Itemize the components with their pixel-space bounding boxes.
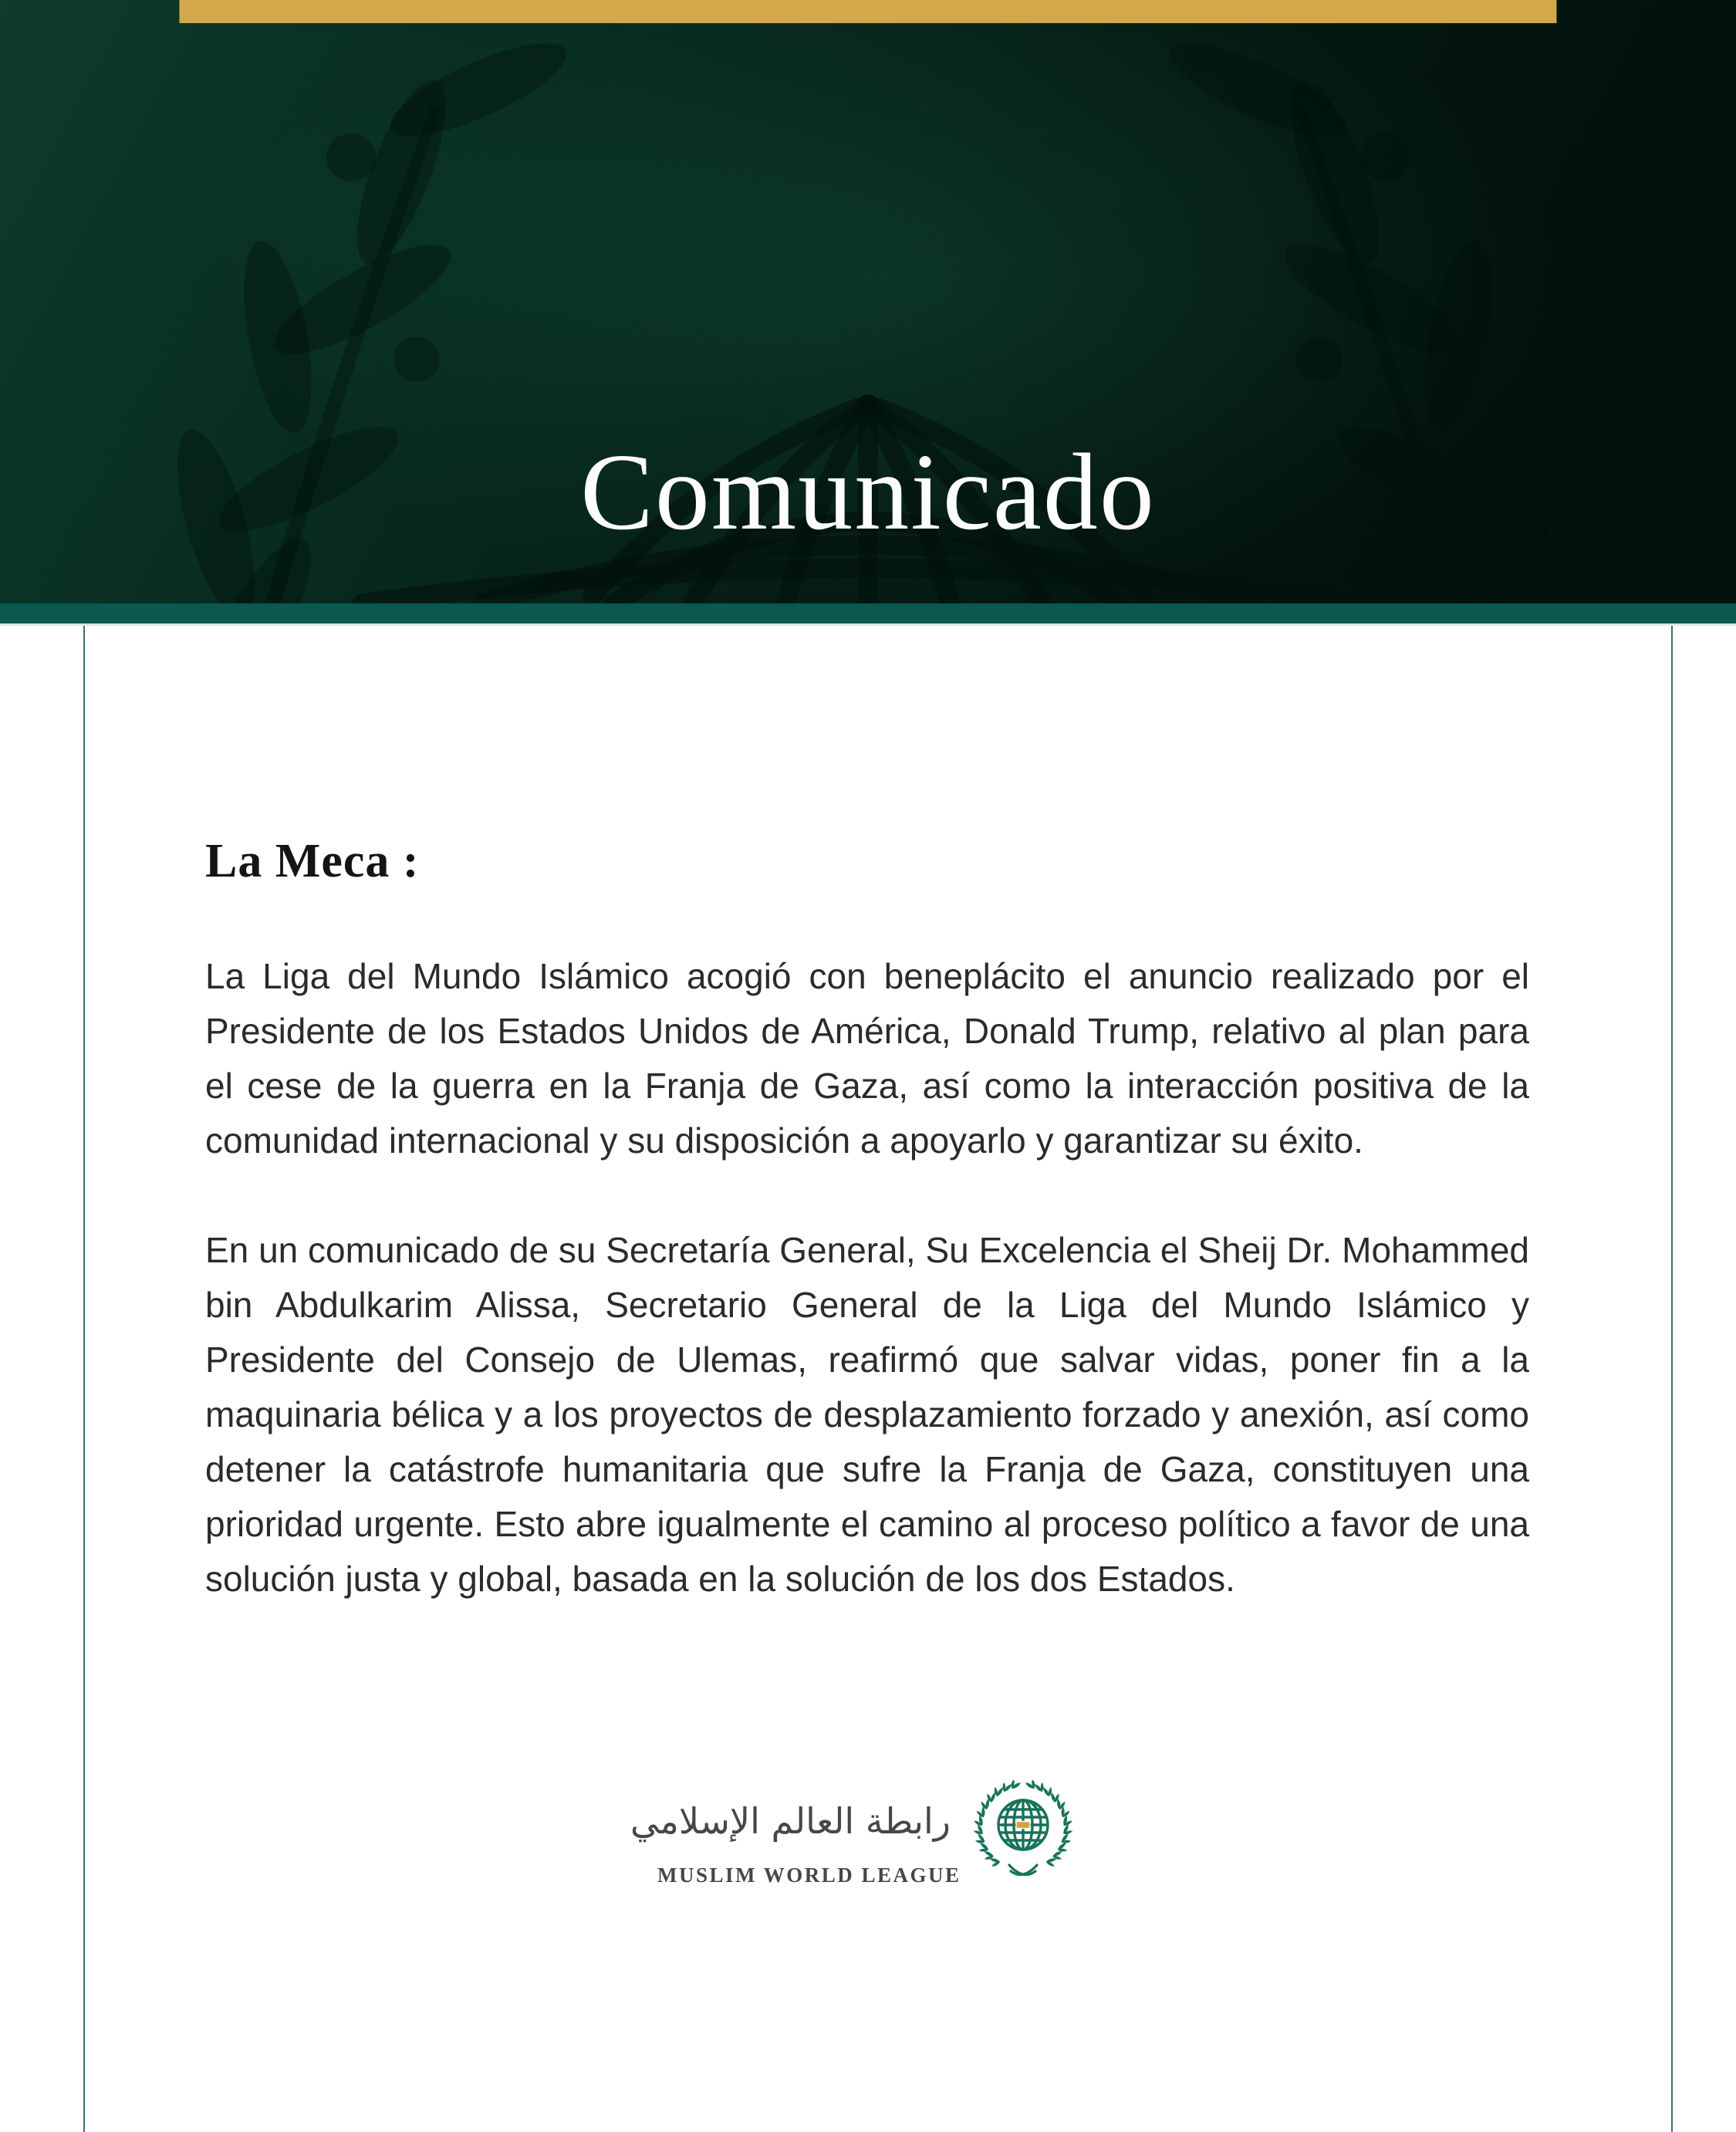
gold-accent-bar <box>180 0 1557 23</box>
header-banner <box>0 0 1736 603</box>
location-heading: La Meca : <box>205 835 420 887</box>
left-vertical-rule <box>83 626 85 2132</box>
right-vertical-rule <box>1671 626 1673 2132</box>
mwl-logo-text <box>630 1780 961 1887</box>
mwl-latin-name: MUSLIM WORLD LEAGUE <box>657 1863 961 1887</box>
paragraph-announcement: La Liga del Mundo Islámico acogió con beneplácito el anuncio realizado por el Presidente de los Estados Unidos de América, Donald Trump, relativo al plan para el cese de la guerra en la Franja de Gaza, así como la interacción positiva de la comunidad internacional y su disposición a apoyarlo y garantizar su éxito. <box>205 956 1529 1161</box>
paragraph-statement: En un comunicado de su Secretaría General, Su Excelencia el Sheij Dr. Mohammed bin Abdulkarim Alissa, Secretario General de la Liga del Mundo Islámico y Presidente del Consejo de Ulemas, reafirmó que salvar vidas, poner fin a la maquinaria bélica y a los proyectos de desplazamiento forzado y anexión, así como detener la catástrofe humanitaria que sufre la Franja de Gaza, constituyen una prioridad urgente. Esto abre igualmente el camino al proceso político a favor de una solución justa y global, basada en la solución de los dos Estados. <box>205 1230 1529 1600</box>
wreath-stems-icon <box>1009 1865 1037 1875</box>
mwl-logo <box>205 1780 1529 1888</box>
mwl-arabic-calligraphy: رابطة العالم الإسلامي <box>630 1800 951 1843</box>
page-title: Comunicado <box>580 431 1156 552</box>
teal-divider-band <box>0 603 1736 623</box>
kaaba-gold-rect <box>1016 1822 1030 1829</box>
content-area <box>0 626 1736 2132</box>
mwl-emblem-icon <box>969 1780 1077 1888</box>
communique-text-block <box>0 626 1736 1888</box>
